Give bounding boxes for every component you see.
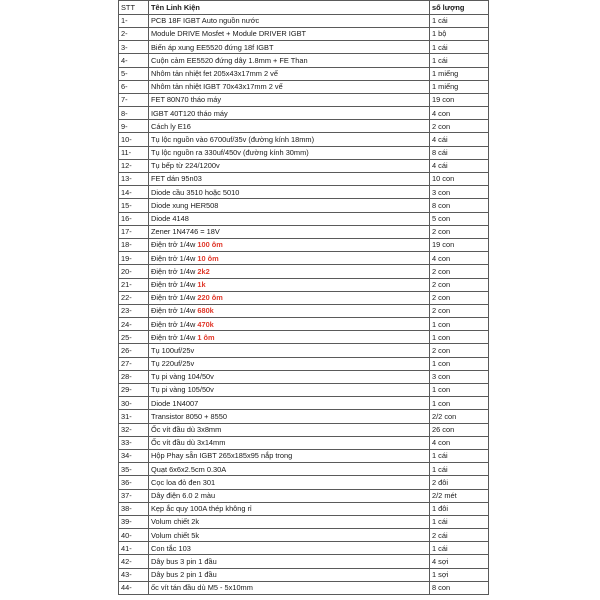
table-row: [119, 410, 489, 423]
row-qty: 1 cái: [430, 449, 489, 462]
row-stt: 16-: [119, 212, 149, 225]
row-qty: 8 con: [430, 199, 489, 212]
row-stt: 10-: [119, 133, 149, 146]
row-qty: 1 miếng: [430, 80, 489, 93]
row-qty: 3 con: [430, 186, 489, 199]
row-name-text: Volum chiết 5k: [151, 530, 200, 540]
row-stt: 19-: [119, 252, 149, 265]
row-name-text: Kẹp ắc quy 100A thép không rỉ: [151, 504, 252, 514]
table-row: [119, 291, 489, 304]
row-name-text: Tụ pi vàng 104/50v: [151, 372, 214, 382]
row-name-text: Tụ 220uf/25v: [151, 359, 195, 369]
row-stt: 36-: [119, 476, 149, 489]
table-row: [119, 357, 489, 370]
table-row: [119, 173, 489, 186]
table-row: [119, 344, 489, 357]
row-stt: 40-: [119, 529, 149, 542]
table-row: [119, 515, 489, 528]
row-qty: 26 con: [430, 423, 489, 436]
table-row: [119, 463, 489, 476]
table-header-row: [119, 1, 489, 15]
row-name-text: Tụ pi vàng 105/50v: [151, 385, 214, 395]
row-stt: 9-: [119, 120, 149, 133]
row-qty: 1 cái: [430, 41, 489, 54]
row-name: [149, 41, 430, 54]
parts-table: [118, 0, 489, 595]
row-qty: 1 con: [430, 318, 489, 331]
row-resistance-value: 100 ôm: [197, 240, 223, 250]
row-name: [149, 14, 430, 27]
row-qty: 1 cái: [430, 54, 489, 67]
row-name-text: Zener 1N4746 = 18V: [151, 227, 220, 237]
table-row: [119, 120, 489, 133]
row-name: [149, 146, 430, 159]
row-name: [149, 529, 430, 542]
row-name-text: Cọc loa đỏ đen 301: [151, 477, 216, 487]
row-qty: 2 con: [430, 278, 489, 291]
row-stt: 31-: [119, 410, 149, 423]
row-qty: 4 cái: [430, 159, 489, 172]
row-name: [149, 423, 430, 436]
row-stt: 6-: [119, 80, 149, 93]
row-qty: 2 con: [430, 304, 489, 317]
row-qty: 2 đôi: [430, 476, 489, 489]
row-resistance-value: 1 ôm: [197, 332, 215, 342]
row-name: [149, 212, 430, 225]
row-name-text: Điện trở 1/4w: [151, 266, 198, 276]
row-qty: 1 cái: [430, 515, 489, 528]
row-qty: 1 con: [430, 357, 489, 370]
row-name-text: Điện trở 1/4w: [151, 306, 198, 316]
table-row: [119, 14, 489, 27]
row-name-text: Điện trở 1/4w: [151, 253, 198, 263]
row-name-text: Điện trở 1/4w: [151, 319, 198, 329]
row-name-text: Nhôm tản nhiệt fet 205x43x17mm 2 vế: [151, 68, 278, 78]
row-name-text: Điện trở 1/4w: [151, 332, 198, 342]
table-body: [119, 14, 489, 594]
row-name-text: Cuộn cảm EE5520 đứng dây 1.8mm + FE Than: [151, 55, 308, 65]
row-qty: 1 cái: [430, 14, 489, 27]
row-stt: 11-: [119, 146, 149, 159]
table-row: [119, 199, 489, 212]
row-name-text: Điện trở 1/4w: [151, 240, 198, 250]
row-name-text: Cách ly E16: [151, 121, 191, 131]
table-row: [119, 331, 489, 344]
table-row: [119, 133, 489, 146]
row-stt: 13-: [119, 173, 149, 186]
row-name-text: Ốc vít đầu dù 3x14mm: [151, 438, 226, 448]
row-name: [149, 502, 430, 515]
row-name-text: Diode 1N4007: [151, 398, 199, 408]
row-stt: 33-: [119, 436, 149, 449]
row-name: [149, 515, 430, 528]
row-name-text: Dây bus 2 pin 1 đầu: [151, 570, 217, 580]
row-stt: 2-: [119, 27, 149, 40]
row-name-text: FET 80N70 tháo máy: [151, 95, 222, 105]
row-name-text: Dây điện 6.0 2 màu: [151, 490, 216, 500]
row-qty: 1 sợi: [430, 568, 489, 581]
row-qty: 1 cái: [430, 542, 489, 555]
row-qty: 3 con: [430, 370, 489, 383]
table-row: [119, 476, 489, 489]
row-stt: 5-: [119, 67, 149, 80]
row-name-text: Dây bus 3 pin 1 đầu: [151, 556, 217, 566]
row-stt: 34-: [119, 449, 149, 462]
row-stt: 20-: [119, 265, 149, 278]
row-qty: 8 con: [430, 581, 489, 594]
row-qty: 1 con: [430, 331, 489, 344]
row-qty: 19 con: [430, 93, 489, 106]
row-name-text: Hộp Phay sẵn IGBT 265x185x95 nắp trong: [151, 451, 293, 461]
row-qty: 1 con: [430, 397, 489, 410]
row-name: [149, 397, 430, 410]
table-row: [119, 502, 489, 515]
row-name-text: FET dán 95n03: [151, 174, 202, 184]
table-row: [119, 252, 489, 265]
row-name-text: Điện trở 1/4w: [151, 279, 198, 289]
table-row: [119, 27, 489, 40]
row-stt: 26-: [119, 344, 149, 357]
row-stt: 37-: [119, 489, 149, 502]
row-name: [149, 199, 430, 212]
row-name: [149, 27, 430, 40]
row-name: [149, 384, 430, 397]
row-name: [149, 186, 430, 199]
row-qty: 4 con: [430, 252, 489, 265]
row-name: [149, 80, 430, 93]
row-name: [149, 463, 430, 476]
row-qty: 2 con: [430, 265, 489, 278]
row-qty: 10 con: [430, 173, 489, 186]
table-row: [119, 449, 489, 462]
row-resistance-value: 10 ôm: [197, 253, 219, 263]
row-stt: 18-: [119, 238, 149, 251]
row-name: [149, 344, 430, 357]
row-name: [149, 93, 430, 106]
row-name-text: Tụ bếp từ 224/1200v: [151, 161, 220, 171]
row-name: [149, 436, 430, 449]
row-stt: 12-: [119, 159, 149, 172]
row-stt: 39-: [119, 515, 149, 528]
row-name: [149, 133, 430, 146]
row-name: [149, 278, 430, 291]
row-stt: 24-: [119, 318, 149, 331]
row-qty: 2 con: [430, 291, 489, 304]
row-name-text: Diode 4148: [151, 214, 189, 223]
table-row: [119, 278, 489, 291]
header-stt: STT: [119, 1, 149, 15]
row-qty: 2 con: [430, 225, 489, 238]
row-stt: 21-: [119, 278, 149, 291]
table-row: [119, 568, 489, 581]
table-row: [119, 159, 489, 172]
row-stt: 28-: [119, 370, 149, 383]
row-qty: 1 đôi: [430, 502, 489, 515]
row-name-text: Module DRIVE Mosfet + Module DRIVER IGBT: [151, 29, 307, 39]
row-stt: 35-: [119, 463, 149, 476]
row-name: [149, 568, 430, 581]
row-stt: 22-: [119, 291, 149, 304]
table-row: [119, 225, 489, 238]
row-stt: 23-: [119, 304, 149, 317]
row-qty: 2 cái: [430, 529, 489, 542]
row-qty: 4 cái: [430, 133, 489, 146]
row-name: [149, 159, 430, 172]
row-name: [149, 265, 430, 278]
row-name: [149, 449, 430, 462]
row-qty: 8 cái: [430, 146, 489, 159]
row-name: [149, 489, 430, 502]
row-stt: 17-: [119, 225, 149, 238]
row-name: [149, 555, 430, 568]
row-stt: 44-: [119, 581, 149, 594]
table-row: [119, 370, 489, 383]
table-row: [119, 384, 489, 397]
row-qty: 4 sợi: [430, 555, 489, 568]
row-name: [149, 107, 430, 120]
table-row: [119, 146, 489, 159]
table-row: [119, 212, 489, 225]
table-row: [119, 581, 489, 594]
row-name: [149, 476, 430, 489]
table-row: [119, 304, 489, 317]
row-stt: 7-: [119, 93, 149, 106]
table-row: [119, 423, 489, 436]
row-name-text: Diode cầu 3510 hoặc 5010: [151, 187, 240, 197]
row-name: [149, 370, 430, 383]
row-name: [149, 120, 430, 133]
row-name: [149, 542, 430, 555]
row-name-text: Tụ 100uf/25v: [151, 345, 195, 355]
row-stt: 32-: [119, 423, 149, 436]
table-row: [119, 80, 489, 93]
row-name: [149, 318, 430, 331]
row-qty: 2 con: [430, 344, 489, 357]
parts-list-sheet: [118, 0, 488, 600]
row-qty: 2 con: [430, 120, 489, 133]
row-name-text: IGBT 40T120 tháo máy: [151, 108, 228, 118]
row-name-text: Diode xung HER508: [151, 200, 219, 210]
table-row: [119, 54, 489, 67]
table-row: [119, 436, 489, 449]
header-name: Tên Linh Kiện: [149, 1, 430, 15]
table-row: [119, 93, 489, 106]
row-resistance-value: 680k: [197, 306, 214, 316]
row-stt: 15-: [119, 199, 149, 212]
row-qty: 2/2 con: [430, 410, 489, 423]
row-stt: 1-: [119, 14, 149, 27]
row-name-text: Transistor 8050 + 8550: [151, 411, 227, 421]
row-name: [149, 173, 430, 186]
row-qty: 1 cái: [430, 463, 489, 476]
table-row: [119, 542, 489, 555]
row-name: [149, 357, 430, 370]
table-row: [119, 555, 489, 568]
row-name: [149, 67, 430, 80]
row-qty: 4 con: [430, 107, 489, 120]
row-stt: 27-: [119, 357, 149, 370]
row-stt: 29-: [119, 384, 149, 397]
row-resistance-value: 2k2: [197, 266, 210, 276]
row-qty: 1 con: [430, 384, 489, 397]
row-name-text: Ốc vít đầu dù 3x8mm: [151, 425, 222, 434]
row-qty: 1 miếng: [430, 67, 489, 80]
row-resistance-value: 220 ôm: [197, 293, 223, 303]
table-row: [119, 67, 489, 80]
row-stt: 3-: [119, 41, 149, 54]
row-stt: 38-: [119, 502, 149, 515]
table-row: [119, 529, 489, 542]
row-name-text: PCB 18F IGBT Auto nguồn nước: [151, 16, 260, 26]
row-name: [149, 225, 430, 238]
row-stt: 4-: [119, 54, 149, 67]
table-row: [119, 397, 489, 410]
row-name: [149, 54, 430, 67]
row-name-text: Volum chiết 2k: [151, 517, 200, 527]
row-name: [149, 304, 430, 317]
row-qty: 5 con: [430, 212, 489, 225]
table-row: [119, 265, 489, 278]
row-qty: 2/2 mét: [430, 489, 489, 502]
row-name: [149, 331, 430, 344]
row-name-text: Tụ lộc nguồn ra 330uf/450v (đường kính 30mm): [151, 148, 309, 158]
row-name: [149, 252, 430, 265]
table-row: [119, 107, 489, 120]
table-row: [119, 489, 489, 502]
row-stt: 43-: [119, 568, 149, 581]
row-stt: 8-: [119, 107, 149, 120]
row-name: [149, 291, 430, 304]
row-name-text: Con tắc 103: [151, 543, 191, 553]
row-name: [149, 238, 430, 251]
row-resistance-value: 1k: [197, 279, 206, 289]
table-row: [119, 238, 489, 251]
row-name-text: Tụ lộc nguồn vào 6700uf/35v (đường kính 18mm): [151, 134, 315, 144]
row-name-text: Quạt 6x6x2.5cm 0.30A: [151, 464, 227, 474]
row-name-text: Điện trở 1/4w: [151, 293, 198, 303]
row-qty: 19 con: [430, 238, 489, 251]
row-stt: 30-: [119, 397, 149, 410]
table-row: [119, 318, 489, 331]
row-stt: 41-: [119, 542, 149, 555]
row-name-text: ốc vít tán đầu dù M5 - 5x10mm: [151, 583, 253, 593]
row-name-text: Biến áp xung EE5520 đứng 18f IGBT: [151, 42, 274, 52]
row-stt: 25-: [119, 331, 149, 344]
row-name: [149, 581, 430, 594]
row-qty: 1 bộ: [430, 27, 489, 40]
header-qty: số lượng: [430, 1, 489, 15]
table-row: [119, 186, 489, 199]
row-resistance-value: 470k: [197, 319, 214, 329]
table-row: [119, 41, 489, 54]
row-name-text: Nhôm tản nhiệt IGBT 70x43x17mm 2 vế: [151, 82, 283, 92]
row-qty: 4 con: [430, 436, 489, 449]
row-name: [149, 410, 430, 423]
row-stt: 14-: [119, 186, 149, 199]
row-stt: 42-: [119, 555, 149, 568]
